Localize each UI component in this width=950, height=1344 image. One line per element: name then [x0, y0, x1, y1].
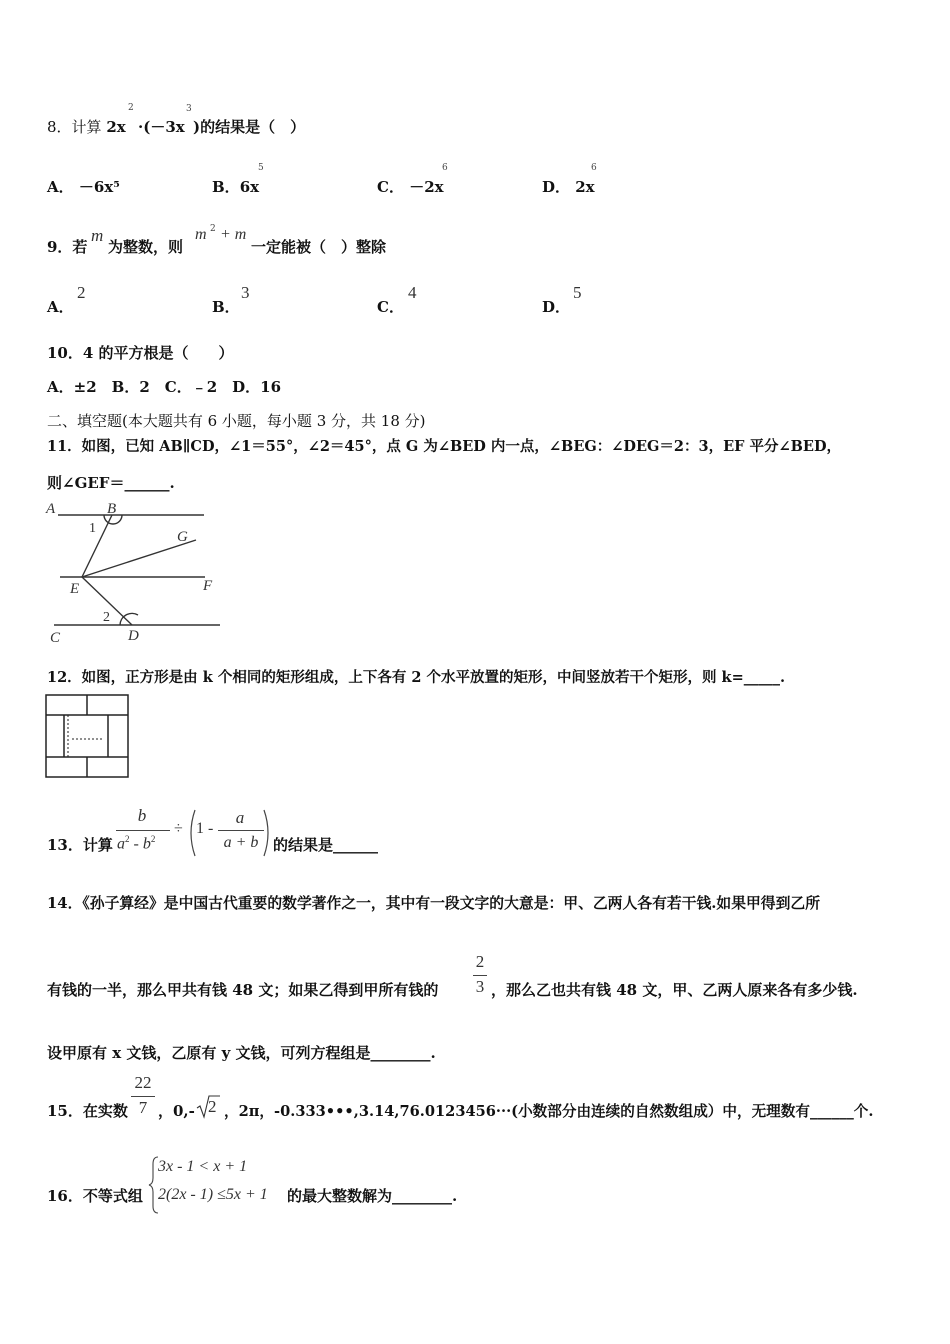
q13-suffix: 的结果是______	[273, 836, 379, 854]
q8-stem	[47, 116, 126, 137]
q8-option-c	[377, 176, 444, 197]
q8-exp1: 2	[128, 103, 134, 113]
q8-option-b-label: B．	[212, 178, 240, 196]
q13-frac2-den: a + b	[223, 834, 259, 851]
q9-expr-m: m	[195, 226, 207, 243]
q9-option-a-text: 2	[77, 283, 86, 302]
q14-frac-bar	[473, 975, 487, 976]
q8-option-d-label: D．	[542, 178, 571, 196]
q11-line2: 则∠GEF＝______.	[47, 474, 175, 492]
q9-suffix: 一定能被（ ）整除	[251, 238, 387, 256]
q8-exp2: 3	[186, 104, 192, 114]
q8-option-c-text: －2x	[409, 178, 444, 196]
q14-line2-b: ，那么乙也共有钱 48 文，甲、乙两人原来各有多少钱.	[491, 981, 858, 999]
label-d: D	[128, 628, 139, 644]
q8-option-b-text: 6x	[239, 178, 260, 196]
q8-option-b	[212, 176, 259, 197]
q9-prefix: 9．若	[47, 238, 88, 256]
q13-prefix: 13．计算	[47, 836, 113, 854]
q15-part2: ，2π，-0.333•••,3.14,76.0123456···(小数部分由连续的自然数组成）中，无理数有______个.	[224, 1103, 874, 1120]
section-2-title: 二、填空题(本大题共有 6 小题，每小题 3 分，共 18 分)	[47, 412, 426, 430]
q14-line1: 14．《孙子算经》是中国古代重要的数学著作之一，其中有一段文字的大意是：甲、乙两人各有若干钱.如果甲得到乙所	[47, 895, 820, 912]
label-angle-2: 2	[103, 610, 110, 625]
ray-eg	[82, 540, 196, 577]
label-a: A	[46, 501, 56, 517]
q16-prefix: 16．不等式组	[47, 1187, 143, 1205]
q15-frac-bar	[131, 1096, 155, 1097]
q11-line1: 11．如图，已知 AB∥CD，∠1＝55°，∠2＝45°，点 G 为∠BED 内一点，∠BEG：∠DEG＝2：3，EF 平分∠BED，	[47, 438, 842, 455]
q8-option-a-text: －6x⁵	[78, 178, 120, 196]
label-angle-1: 1	[89, 521, 96, 536]
label-f: F	[203, 578, 213, 594]
q15-part1: ，0,-	[158, 1102, 195, 1120]
q13-frac1-bar	[116, 830, 170, 831]
q16-inequality-2: 2(2x - 1) ≤5x + 1	[158, 1186, 268, 1203]
q10-question: 10．4 的平方根是（ ）	[47, 344, 234, 362]
q13-frac1-den	[117, 834, 155, 853]
q9-option-c-label: C．	[377, 298, 404, 316]
q9-option-a-label: A．	[47, 298, 74, 316]
q12-text: 12．如图，正方形是由 k 个相同的矩形组成，上下各有 2 个水平放置的矩形，中间竖放若干个矩形，则 k=_____.	[47, 669, 786, 686]
q16-inequality-1: 3x - 1 < x + 1	[158, 1158, 248, 1175]
q8-expr1: 2x	[106, 118, 126, 136]
q13-frac2-num: a	[235, 808, 245, 827]
q12-figure	[44, 693, 134, 783]
segment-be	[82, 515, 112, 577]
q13-frac2-bar	[218, 830, 264, 831]
q15-frac-den: 7	[138, 1098, 148, 1117]
q13-divide: ÷	[174, 820, 183, 837]
q10-options: A．±2 B．2 C．﹣2 D．16	[47, 378, 282, 396]
q8-option-a-label: A．	[47, 178, 74, 196]
q13-den1-a: a	[117, 835, 125, 853]
label-e: E	[70, 581, 80, 597]
q8-option-d-text: 2x	[575, 178, 595, 196]
q8-option-c-exp: 6	[442, 163, 448, 173]
q8-mid: ·(－3x	[138, 118, 185, 136]
q16-suffix: 的最大整数解为________.	[287, 1187, 458, 1205]
q11-figure	[40, 497, 230, 647]
q8-prefix: 8．计算	[47, 118, 107, 136]
q15-frac-num: 22	[134, 1073, 152, 1092]
q14-line2-a: 有钱的一半，那么甲共有钱 48 文；如果乙得到甲所有钱的	[47, 981, 439, 999]
q9-mid: 为整数，则	[108, 238, 184, 256]
q8-suffix: )的结果是（ ）	[193, 118, 306, 136]
q9-option-b-text: 3	[241, 283, 250, 302]
q14-line3: 设甲原有 x 文钱，乙原有 y 文钱，可列方程组是________.	[47, 1044, 436, 1062]
q8-option-d-exp: 6	[591, 163, 597, 173]
q9-expr-rest: + m	[220, 226, 247, 243]
q13-den1-exp1: 2	[125, 834, 130, 844]
q13-den1-mid: - b	[129, 835, 151, 853]
q13-den1-exp2: 2	[150, 834, 156, 844]
label-g: G	[177, 529, 188, 545]
q15-sqrt-value: 2	[208, 1097, 217, 1116]
q14-frac-den: 3	[475, 977, 485, 996]
q9-option-b-label: B．	[212, 298, 240, 316]
q9-option-d-text: 5	[573, 283, 582, 302]
q9-option-d-label: D．	[542, 298, 571, 316]
q13-one-minus: 1 -	[196, 820, 214, 837]
q8-option-b-exp: 5	[258, 163, 264, 173]
q14-frac-num: 2	[475, 952, 485, 971]
q9-option-c-text: 4	[408, 283, 417, 302]
q15-prefix: 15．在实数	[47, 1102, 128, 1120]
q9-expr-exp: 2	[210, 224, 216, 234]
label-c: C	[50, 630, 61, 646]
q8-option-a	[47, 176, 120, 197]
label-b: B	[107, 501, 117, 517]
q13-frac1-num: b	[137, 806, 147, 825]
q9-var-m: m	[91, 226, 104, 245]
q8-option-d	[542, 176, 595, 197]
q8-option-c-label: C．	[377, 178, 404, 196]
